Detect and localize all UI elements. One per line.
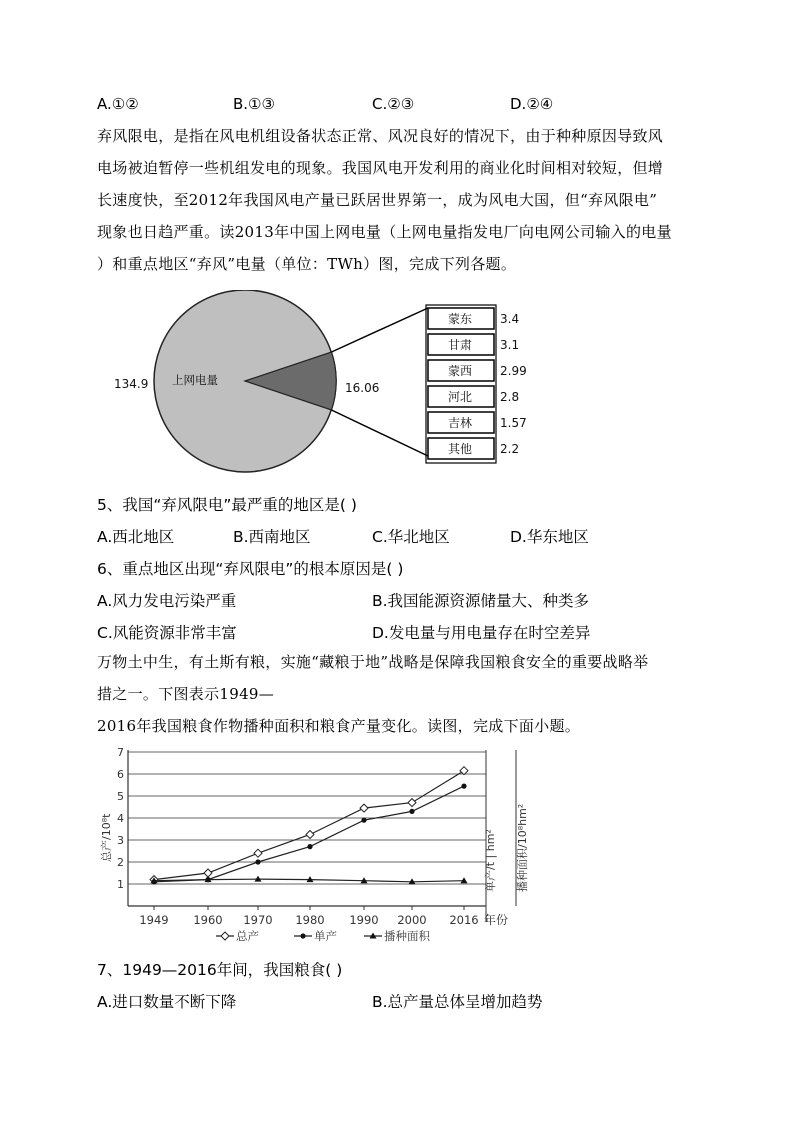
data-point-dot	[361, 818, 366, 823]
y-tick-label: 2	[117, 856, 124, 869]
x-tick-label: 1960	[193, 913, 223, 927]
data-point-diamond	[306, 831, 314, 839]
legend-marker-diamond	[221, 932, 229, 940]
pie-center-label: 上网电量	[172, 373, 218, 387]
passage-line: 长速度快，至2012年我国风电产量已跃居世界第一，成为风电大国，但“弃风限电”	[97, 191, 658, 209]
data-point-dot	[255, 859, 260, 864]
data-point-dot	[307, 844, 312, 849]
option-d: D.②④	[510, 95, 554, 113]
data-point-dot	[409, 809, 414, 814]
q7-option-b: B.总产量总体呈增加趋势	[372, 993, 543, 1011]
y-tick-label: 7	[117, 746, 124, 759]
x-tick-label: 1980	[295, 913, 325, 927]
legend-label: 播种面积	[384, 929, 430, 943]
passage-line: 万物土中生，有土斯有粮，实施“藏粮于地”战略是保障我国粮食安全的重要战略举	[97, 653, 649, 671]
region-name: 蒙东	[448, 312, 473, 326]
region-name: 其他	[448, 442, 473, 456]
y-axis-label-left: 总产/10⁸t	[100, 813, 113, 862]
q5-option-b: B.西南地区	[233, 528, 311, 546]
region-name: 甘肃	[448, 338, 473, 352]
region-value: 3.4	[500, 312, 520, 326]
q6-option-b: B.我国能源资源储量大、种类多	[372, 592, 590, 610]
connector-line-top	[332, 308, 429, 352]
data-point-dot	[461, 784, 466, 789]
x-tick-label: 2016	[449, 913, 479, 927]
passage-wind-curtailment	[97, 120, 699, 280]
x-tick-label: 1949	[139, 913, 169, 927]
grain-line-chart	[96, 742, 546, 950]
passage-line: ）和重点地区“弃风”电量（单位：TWh）图，完成下列各题。	[97, 255, 517, 273]
region-value: 2.2	[500, 442, 520, 456]
passage-line: 措之一。下图表示1949—	[97, 685, 275, 703]
pie-slice-value: 16.06	[345, 381, 380, 395]
pie-main-value: 134.9	[114, 377, 149, 391]
legend-marker-dot	[300, 933, 305, 938]
region-name: 吉林	[448, 416, 473, 430]
data-point-diamond	[408, 799, 416, 807]
region-value: 1.57	[500, 416, 527, 430]
q7-option-a: A.进口数量不断下降	[97, 993, 237, 1011]
q6-option-c: C.风能资源非常丰富	[97, 624, 237, 642]
y-axis-label-right: 播种面积/10⁸hm²	[516, 803, 529, 892]
passage-line: 现象也日趋严重。读2013年中国上网电量（上网电量指发电厂向电网公司输入的电量	[97, 223, 672, 241]
passage-line: 弃风限电，是指在风电机组设备状态正常、风况良好的情况下，由于种种原因导致风	[97, 127, 664, 145]
passage-grain	[97, 646, 699, 742]
data-point-diamond	[204, 869, 212, 877]
q7-stem: 7、1949—2016年间，我国粮食( )	[97, 961, 343, 979]
y-tick-label: 1	[117, 878, 124, 891]
y-tick-label: 6	[117, 768, 124, 781]
region-value: 2.8	[500, 390, 520, 404]
data-point-diamond	[360, 804, 368, 812]
option-b: B.①③	[233, 95, 275, 113]
x-axis-unit-label: 年份	[484, 913, 509, 927]
y-axis-label-mid: 单产/t | hm²	[484, 829, 497, 892]
legend-label: 总产	[236, 929, 259, 943]
legend-label: 单产	[314, 929, 337, 943]
connector-line-bottom	[332, 410, 429, 456]
q5-option-c: C.华北地区	[372, 528, 450, 546]
region-name: 蒙西	[448, 364, 473, 378]
region-value: 2.99	[500, 364, 527, 378]
q5-stem: 5、我国“弃风限电”最严重的地区是( )	[97, 496, 357, 514]
pie-chart-figure	[100, 290, 560, 480]
region-list	[426, 305, 527, 463]
x-tick-label: 2000	[397, 913, 427, 927]
y-tick-label: 5	[117, 790, 124, 803]
passage-line: 电场被迫暂停一些机组发电的现象。我国风电开发利用的商业化时间相对较短，但增	[97, 159, 664, 177]
region-value: 3.1	[500, 338, 520, 352]
x-tick-label: 1990	[349, 913, 379, 927]
q6-option-d: D.发电量与用电量存在时空差异	[372, 624, 591, 642]
q5-option-d: D.华东地区	[510, 528, 589, 546]
region-name: 河北	[448, 390, 473, 404]
q6-option-a: A.风力发电污染严重	[97, 592, 237, 610]
x-tick-label: 1970	[243, 913, 273, 927]
data-point-diamond	[254, 849, 262, 857]
q5-option-a: A.西北地区	[97, 528, 175, 546]
series-line-diamond	[154, 771, 464, 880]
y-tick-label: 3	[117, 834, 124, 847]
option-c: C.②③	[372, 95, 415, 113]
option-a: A.①②	[97, 95, 139, 113]
q6-stem: 6、重点地区出现“弃风限电”的根本原因是( )	[97, 560, 404, 578]
y-tick-label: 4	[117, 812, 124, 825]
passage-line: 2016年我国粮食作物播种面积和粮食产量变化。读图，完成下面小题。	[97, 717, 581, 735]
